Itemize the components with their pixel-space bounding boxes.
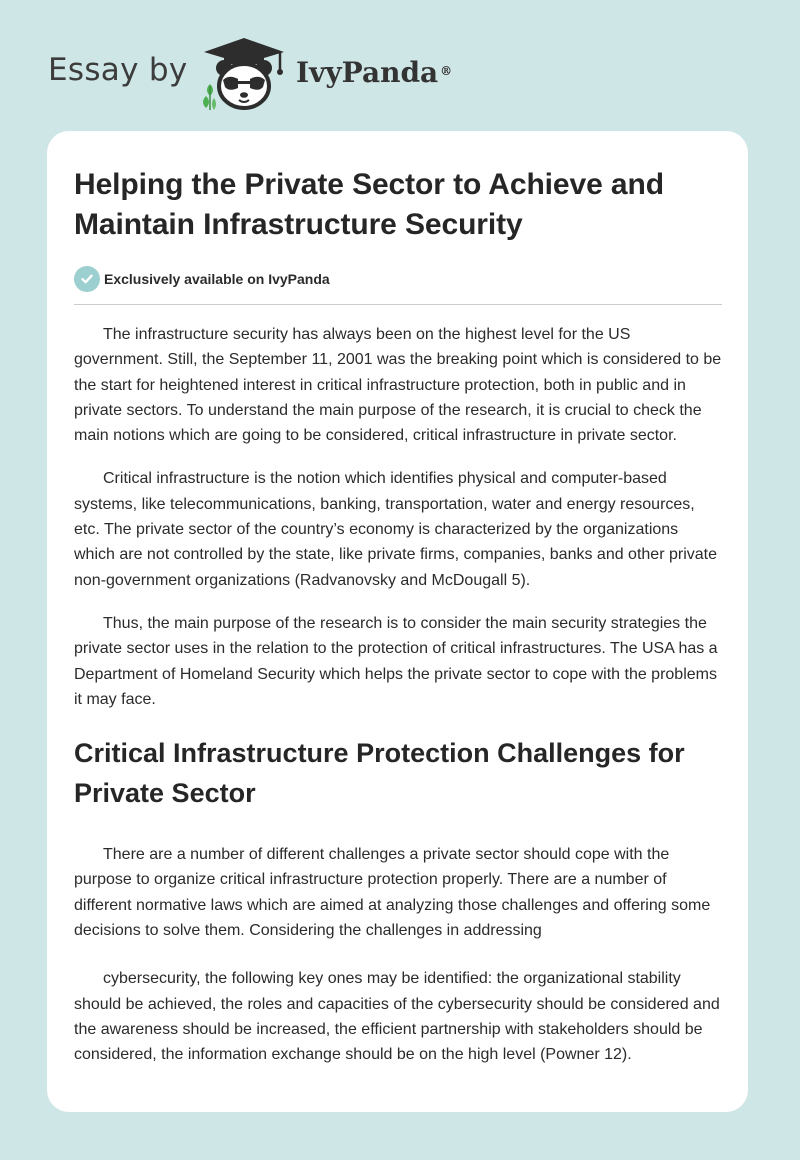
essay-title: Helping the Private Sector to Achieve and Maintain Infrastructure Security — [74, 168, 664, 241]
paragraph: Critical infrastructure is the notion which identifies physical and computer-based systems, like telecommunications, banking, transportation, water and energy resources, etc. The private sector of the country’s economy is characterized by the organizations which are not controlled by the state, like private firms, companies, banks and other private non-government organizations (Radvanovsky and McDougall 5). — [74, 470, 717, 589]
paragraph: There are a number of different challenges a private sector should cope with the purpose to organize critical infrastructure protection properly. There are a number of different normative laws which are aimed at analyzing those challenges and offering some decisions to solve them. Considering the challenges in addressing — [74, 846, 711, 940]
exclusive-badge-label: Exclusively available on IvyPanda — [104, 271, 330, 287]
paragraph: The infrastructure security has always been on the highest level for the US government. Still, the September 11, 2001 was the breaking point which is considered to be the start for heightened interest in critical infrastructure protection, both in public and in private sectors. To understand the main purpose of the research, it is crucial to check the main notions which are going to be considered, critical infrastructure in private sector. — [74, 326, 722, 445]
panda-graduate-logo-icon — [196, 36, 292, 112]
registered-mark: ® — [440, 64, 453, 78]
paragraph: cybersecurity, the following key ones may be identified: the organizational stability should be achieved, the roles and capacities of the cybersecurity should be considered and the awareness should be increased, the efficient partnership with stakeholders should be considered, the information exchange should be on the high level (Powner 12). — [74, 970, 720, 1064]
essay-by-label: Essay by — [48, 52, 188, 88]
brand-text: IvyPanda — [296, 56, 439, 89]
site-header — [0, 0, 800, 130]
paragraph: Thus, the main purpose of the research is to consider the main security strategies the private sector uses in the relation to the protection of critical infrastructures. The USA has a Department of Homeland Security which helps the private sector to cope with the problems it may face. — [74, 614, 718, 708]
check-circle-icon — [74, 266, 100, 292]
exclusive-badge — [74, 266, 722, 292]
brand-name[interactable] — [296, 53, 452, 93]
section-heading: Critical Infrastructure Protection Challenges for Private Sector — [74, 738, 685, 809]
title-divider — [74, 304, 722, 305]
essay-card — [47, 131, 748, 1112]
